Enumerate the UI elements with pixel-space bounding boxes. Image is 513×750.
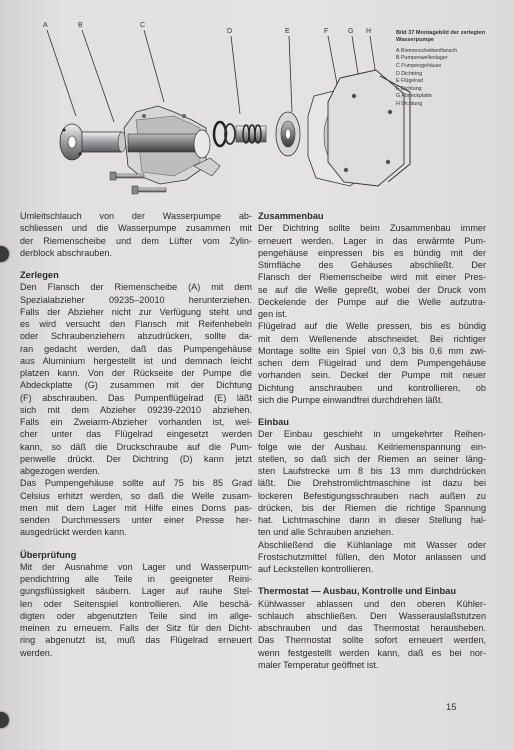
figure-caption <box>396 30 506 109</box>
text-line: Falls ein Zweiarm-Abzieher vorhanden ist, wel- <box>20 417 252 427</box>
ueberpruefung-paragraph <box>20 561 252 659</box>
text-line: Flügelrad auf die Welle pressen, bis es bündig <box>258 321 486 332</box>
text-line: mit dem Wellenende abschneidet. Bei richtiger <box>258 333 486 344</box>
text-line: Umleitschlauch von der Wasserpumpe ab- <box>20 211 252 221</box>
section-heading-ueberpruefung: Überprüfung <box>20 549 77 560</box>
text-line: Dichtung anschrauben und kontrollieren, ob <box>258 382 486 393</box>
text-line: gungsflüssigkeit säubern. Lager auf rauhe Stel- <box>20 586 252 597</box>
figure-letter: E <box>285 28 290 35</box>
text-line: men mit dem Lager mit Hilfe eines Dorns pas- <box>20 502 252 513</box>
section-heading-thermostat: Thermostat — Ausbau, Kontrolle und Einbau <box>258 586 456 597</box>
intro-paragraph <box>20 210 252 259</box>
legend-item: A Riemenscheibenflansch <box>396 47 457 54</box>
text-line: gen ist. <box>258 309 288 319</box>
figure-letter: G <box>348 28 354 35</box>
zerlegen-paragraph <box>20 281 252 538</box>
text-line: senden Durchmessers unter einer Presse her- <box>20 515 252 525</box>
text-line: len oder Seitenspiel kontrollieren. Alle beschä- <box>20 598 252 609</box>
shaft-bearing <box>82 132 126 152</box>
text-line: cher unter das Flügelrad eingesetzt werden <box>20 429 252 440</box>
text-line: digten oder abgenutzten Teile sind im allge- <box>20 610 252 621</box>
figure-caption-title: Bild 37 Montagebild der zerlegten Wasserpumpe <box>396 30 486 44</box>
text-line: ring abgenutzt ist, muß das Flügelrad erneuert <box>20 635 252 646</box>
text-line: Deckelende der Pumpe auf die Welle aufzutra- <box>258 296 486 307</box>
text-line: der Riemenscheibe und dem Lüfter vom Zylin- <box>20 235 252 246</box>
text-line: Das Thermostat sollte sofort erneuert werden, <box>258 635 486 646</box>
text-line: Abschließend die Kühlanlage mit Wasser oder <box>258 539 486 550</box>
text-line: lockeren Befestigungsschrauben nach außen zu <box>258 490 486 501</box>
figure-letter: C <box>140 22 146 29</box>
text-line: Das Pumpengehäuse sollte auf 75 bis 85 Grad <box>20 478 252 489</box>
text-line: es wird versucht den Flansch mit Reifenhebeln <box>20 319 252 329</box>
cover-plate <box>328 70 404 186</box>
legend-item: F Dichtung <box>396 85 422 92</box>
text-line: ten und alle Schrauben anziehen. <box>258 527 394 538</box>
text-line: maler Temperatur geöffnet ist. <box>258 659 379 670</box>
figure-letter: H <box>366 28 372 35</box>
text-line: penwelle drückt. Der Dichtring (D) kann jetzt <box>20 453 252 464</box>
text-line: Frostschutzmittel füllen, den Motor anlassen und <box>258 551 486 562</box>
text-line: werden. <box>20 647 53 658</box>
text-line: auf Leckstellen kontrollieren. <box>258 564 374 574</box>
text-line: hat. Lichtmaschine dann in dieser Stellung hal- <box>258 515 486 525</box>
text-line: Stirnfläche des Gehäuses abschließt. Der <box>258 260 486 270</box>
text-line: stellen, so daß sich der Riemen an seiner läng- <box>258 453 486 464</box>
text-line: wenn festgestellt werden kann, daß es bei nor- <box>258 647 486 658</box>
section-heading-zerlegen: Zerlegen <box>20 270 59 280</box>
text-line: se auf die Welle gepreßt, wobei der Druck vom <box>258 284 486 295</box>
left-column <box>20 210 252 659</box>
text-line: Den Flansch der Riemenscheibe (A) mit dem <box>20 282 252 293</box>
text-line: Flansch der Riemenscheibe wird mit einer Pres- <box>258 272 486 283</box>
legend-item: H Dichtung <box>396 100 423 107</box>
text-line: sich mit dem Abzieher 09239-22010 abziehen. <box>20 404 252 415</box>
text-line: schlauch abschließen. Den Wasserauslaßstutzen <box>258 610 486 621</box>
text-line: Der Dichtring sollte beim Zusammenbau immer <box>258 223 486 234</box>
figure-letter: F <box>324 28 329 35</box>
figure-letter: B <box>78 22 83 29</box>
text-line: Mit der Ausnahme von Lager und Wasserpum- <box>20 561 252 572</box>
section-heading-zusammenbau: Zusammenbau <box>258 211 324 221</box>
text-line: schliessen und die Wasserpumpe zusammen mit <box>20 223 252 234</box>
text-line: kann, so däß die Druckschraube auf die Pum- <box>20 441 252 452</box>
text-line: Celsius erhitzt werden, so daß die Welle zusam- <box>20 490 252 501</box>
text-line: abschrauben und das Thermostat herausheben. <box>258 623 486 633</box>
text-line: vorhanden sein. Deckel der Pumpe mit neuer <box>258 370 486 381</box>
text-line: läßt. Die Drehstromlichtmaschine ist dazu bei <box>258 478 486 489</box>
text-line: ausgedrückt werden kann. <box>20 527 127 538</box>
text-line: (F) abschrauben. Das Pumpenflügelrad (E) läßt <box>20 392 252 403</box>
text-line: aus Aluminium hergestellt ist und demnach leicht <box>20 355 252 366</box>
right-column <box>258 210 486 671</box>
text-line: oder Schraubenziehern abzudrücken, sollte da- <box>20 331 252 342</box>
legend-item: E Flügelrad <box>396 78 424 85</box>
legend-item: D Dichtring <box>396 70 423 77</box>
text-line: drücken, bis der Riemen die richtige Spannung <box>258 502 486 513</box>
binder-hole <box>0 712 9 728</box>
pump-housing <box>124 106 220 184</box>
exploded-view-figure <box>24 16 416 206</box>
legend-item: B Pumpenwellenlager <box>396 55 448 62</box>
text-line: abgezogen werden. <box>20 466 100 476</box>
impeller <box>276 112 300 156</box>
text-line: Kühlwasser ablassen und den oberen Kühler- <box>258 598 486 609</box>
text-line: derblock abschrauben. <box>20 247 113 258</box>
text-line: pendichtring alle Teile in geeigneter Reini- <box>20 574 252 584</box>
pulley-flange <box>60 124 84 160</box>
text-line: sten Laufstrecke um 8 bis 13 mm durchdrücken <box>258 466 486 476</box>
text-line: Montage sollte ein Spiel von 0,3 bis 0,6 mm zwi- <box>258 345 486 356</box>
text-line: platzen kann. Von der Rückseite der Pumpe die <box>20 368 252 378</box>
page-number: 15 <box>446 702 457 713</box>
text-line: ran gedacht werden, daß das Pumpengehäuse <box>20 343 252 354</box>
text-line: Abdeckplatte (G) zusammen mit der Dichtung <box>20 380 252 391</box>
water-pump-exploded-diagram <box>24 16 416 206</box>
text-line: sich die Pumpe einwandfrei durchdrehen läßt. <box>258 394 444 405</box>
thermostat-paragraph <box>258 598 486 672</box>
text-line: erneuert werden. Lager in das erwärmte Pum- <box>258 235 486 246</box>
legend-item: G Abdeckplatte <box>396 93 432 100</box>
seal-ring <box>214 122 266 146</box>
binder-hole <box>0 246 9 262</box>
section-heading-einbau: Einbau <box>258 417 289 427</box>
text-line: pengehäuse einpressen bis es bündig mit der <box>258 247 486 258</box>
text-line: Falls der Abzieher nicht zur Verfügung steht und <box>20 306 252 317</box>
einbau-paragraph <box>258 428 486 575</box>
legend-item: C Pumpengehäuse <box>396 63 442 69</box>
text-line: meinen zu erneuern. Falls der Sitz für den Dicht- <box>20 623 252 633</box>
text-line: folge wie der Ausbau. Keilriemenspannung ein- <box>258 441 486 452</box>
zusammenbau-paragraph <box>258 222 486 406</box>
text-line: Spezialabzieher 09235–20010 herunterziehen. <box>20 294 252 305</box>
text-line: Der Einbau geschieht in umgekehrter Reihen- <box>258 429 486 440</box>
text-line: schen dem Flügelrad und dem Pumpengehäuse <box>258 358 486 368</box>
figure-letter: A <box>43 22 48 29</box>
figure-letter: D <box>227 28 233 35</box>
